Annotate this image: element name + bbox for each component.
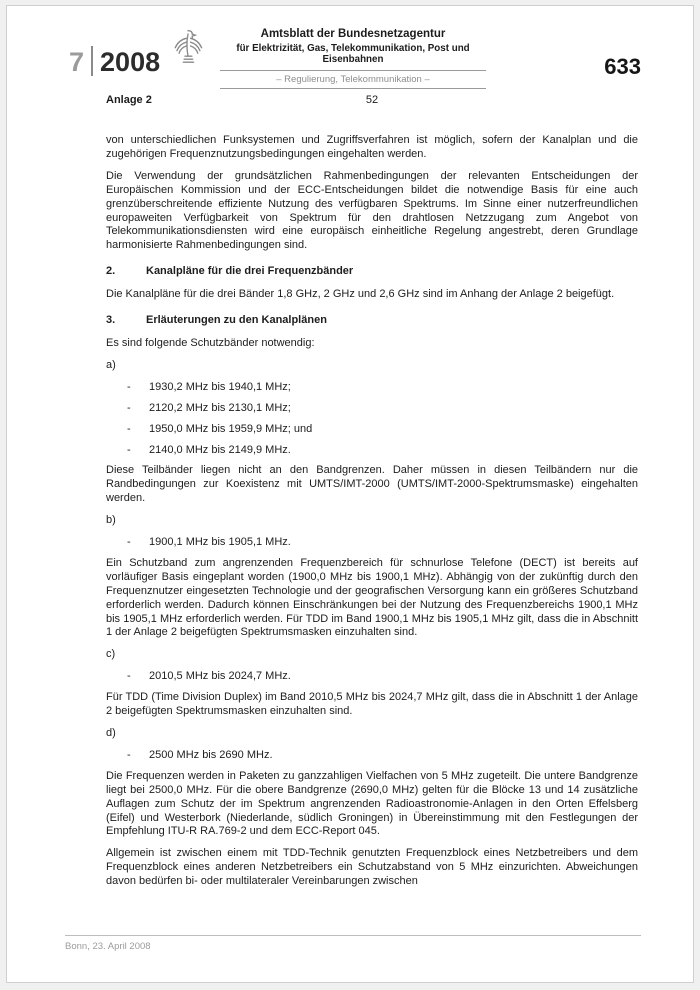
paragraph: Es sind folgende Schutzbänder notwendig: [106,336,315,349]
list-item [106,402,638,416]
gazette-page-number: 633 [604,54,641,79]
page-footer [65,935,641,952]
section-title: Kanalpläne für die drei Frequenzbänder [146,265,354,278]
list-dash: - [127,748,131,761]
list-label: b) [106,514,116,527]
paragraph: Ein Schutzband zum angrenzenden Frequenzbereich für schnurlose Telefone (DECT) ist bereits auf vorläufiger Basis eingeplant worden (1900,0 MHz bis 1900,1 MHz). Abhängig von der zukünftig durch den Frequenznutzer eingesetzten Technologie und der geografischen Versorgung kann ein größeres Schutzband erforderlich werden. Dadurch können Einschränkungen bei der Nutzung des Frequenzbereichs 1900,1 MHz bis 1905,1 MHz erforderlich werden. Für TDD im Band 1900,1 MHz bis 1905,1 MHz gilt, dass die in Abschnitt 1 der Anlage 2 beigefügten Spektrumsmasken einzuhalten sind. [106,556,638,639]
paragraph: Die Verwendung der grundsätzlichen Rahmenbedingungen der relevanten Entscheidungen der Europäischen Kommission und der ECC-Entscheidungen bildet die notwendige Basis für eine auch grenzüberschreitende effiziente Nutzung des verfügbaren Spektrums. Im Sinne einer nutzerfreundlichen europaweiten Verfügbarkeit von Spektrum für den drahtlosen Netzzugang zum Angebot von Telekommunikationsdiensten wird eine europäisch einheitliche Regelung angestrebt, deren Grundlage harmonisierte Rahmenbedingungen sind. [106,169,638,252]
section-number: 3. [106,314,116,327]
document-page [6,5,694,983]
issue-year: 2008 [100,47,161,77]
list-item [106,749,638,763]
list-item-text: 2010,5 MHz bis 2024,7 MHz. [149,670,291,683]
paragraph: Diese Teilbänder liegen nicht an den Bandgrenzen. Daher müssen in diesen Teilbändern nur die Randbedingungen zur Koexistenz mit UMTS/IMT-2000 (UMTS/IMT-2000-Spektrumsmaske) eingehalten werden. [106,464,638,505]
list-dash: - [127,670,131,683]
section-heading [106,265,638,279]
list-item-text: 1900,1 MHz bis 1905,1 MHz. [149,536,291,549]
document-body [106,134,638,897]
gazette-section-line: – Regulierung, Telekommunikation – [220,70,486,89]
list-item [106,423,638,437]
section-number: 2. [106,265,116,278]
list-dash: - [127,536,131,549]
paragraph: Die Kanalpläne für die drei Bänder 1,8 GHz, 2 GHz und 2,6 GHz sind im Anhang der Anlage 2 beigefügt. [106,288,615,301]
list-dash: - [127,380,131,393]
section-title: Erläuterungen zu den Kanalplänen [146,314,327,327]
paragraph: Für TDD (Time Division Duplex) im Band 2010,5 MHz bis 2024,7 MHz gilt, dass die in Abschnitt 1 der Anlage 2 beigefügten Spektrumsmasken einzuhalten sind. [106,691,638,718]
list-item [106,381,638,395]
list-item [106,670,638,684]
issue-number: 7 [69,47,85,77]
list-item [106,444,638,458]
sheet-number: 52 [365,94,379,106]
masthead-title-block [220,28,486,89]
list-label: a) [106,358,116,371]
list-item-text: 1950,0 MHz bis 1959,9 MHz; und [149,422,313,435]
list-item-text: 2500 MHz bis 2690 MHz. [149,748,273,761]
paragraph: von unterschiedlichen Funksystemen und Zugriffsverfahren ist möglich, sofern der Kanalplan und die zugehörigen Frequenznutzungsbedingungen eingehalten werden. [106,134,638,160]
list-item-text: 2140,0 MHz bis 2149,9 MHz. [149,443,291,456]
list-dash: - [127,401,131,414]
masthead [65,24,641,85]
issue-divider [91,46,93,76]
gazette-subtitle: für Elektrizität, Gas, Telekommunikation, Post und Eisenbahnen [236,43,470,65]
paragraph: Die Frequenzen werden in Paketen zu ganzzahligen Vielfachen von 5 MHz zugeteilt. Die untere Bandgrenze liegt bei 2500,0 MHz. Für die obere Bandgrenze (2690,0 MHz) gelten für die Blöcke 13 und 14 zusätzliche Auflagen zum Schutz der im Spektrum angrenzenden Radioastronomie-Anlagen in den Orten Effelsberg (Eifel) und Westerbork (Niederlande, südlich Groningen) in Übereinstimmung mit den Festlegungen der Empfehlung ITU-R RA.769-2 und dem ECC-Report 045. [106,769,638,838]
list-dash: - [127,422,131,435]
paragraph: Allgemein ist zwischen einem mit TDD-Technik genutzten Frequenzblock eines Netzbetreibers und dem Frequenzblock eines anderen Netzbetreibers ein Schutzabstand von 5 MHz einzurichten. Abweichungen davon bedürfen bi- oder multilateraler Vereinbarungen zwischen [106,847,638,888]
list-item-text: 1930,2 MHz bis 1940,1 MHz; [149,380,291,393]
issue-block [69,46,160,76]
list-item-text: 2120,2 MHz bis 2130,1 MHz; [149,401,291,414]
annex-label: Anlage 2 [106,94,152,106]
gazette-title: Amtsblatt der Bundesnetzagentur [260,28,446,40]
list-label: c) [106,648,116,661]
list-item [106,536,638,550]
list-dash: - [127,443,131,456]
list-label: d) [106,727,116,739]
footer-dateline: Bonn, 23. April 2008 [65,941,151,952]
section-heading [106,314,638,328]
federal-eagle-icon [171,26,205,71]
